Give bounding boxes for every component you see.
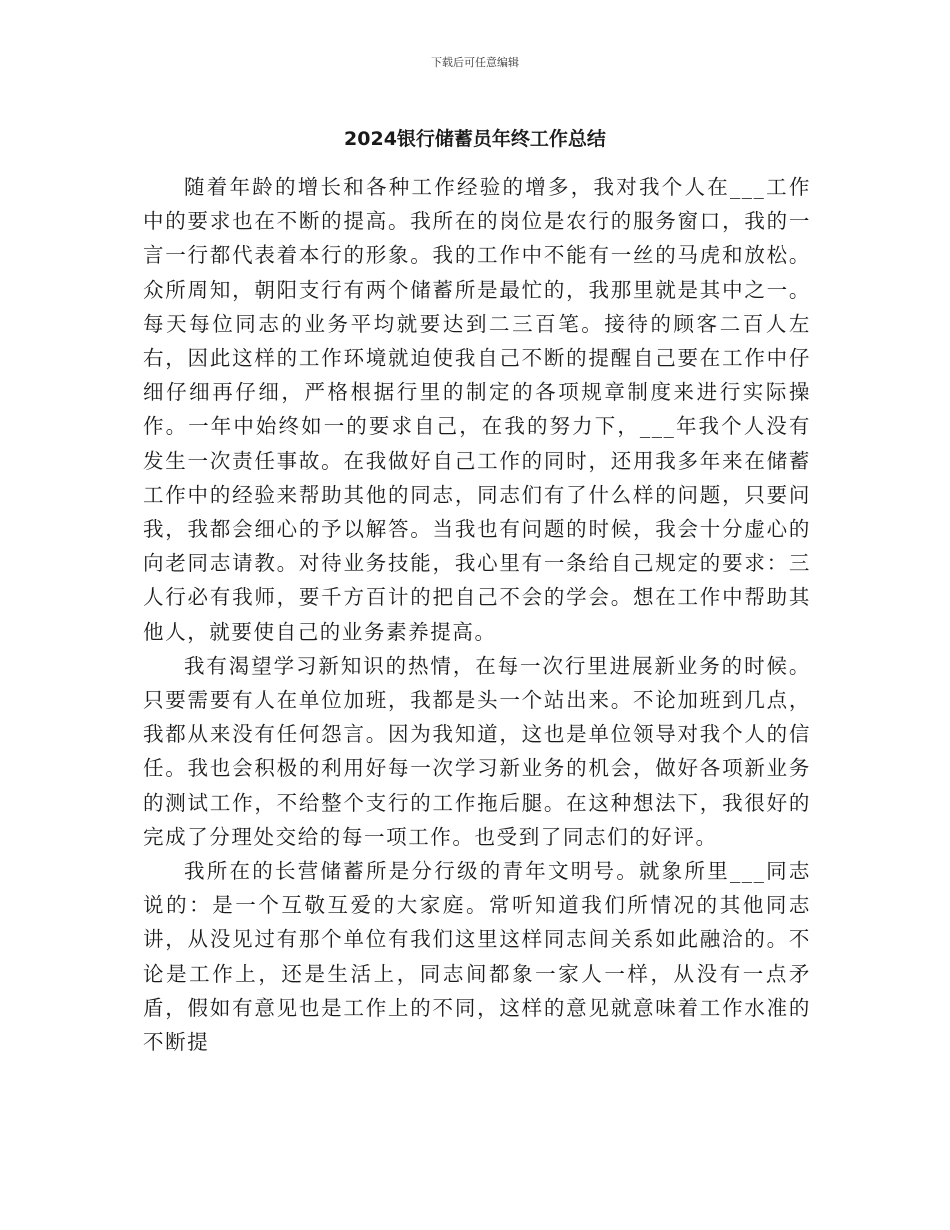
document-title: 2024银行储蓄员年终工作总结 <box>344 128 606 150</box>
paragraph-3: 我所在的长营储蓄所是分行级的青年文明号。就象所里___同志说的：是一个互敬互爱的大家庭。常听知道我们所情况的其他同志讲，从没见过有那个单位有我们这里这样同志间关系如此融洽的。不论是工作上，还是生活上，同志间都象一家人一样，从没有一点矛盾，假如有意见也是工作上的不同，这样的意见就意味着工作水准的不断提 <box>143 859 811 1055</box>
page-header-note: 下载后可任意编辑 <box>431 56 519 69</box>
paragraph-1: 随着年龄的增长和各种工作经验的增多，我对我个人在___工作中的要求也在不断的提高。我所在的岗位是农行的服务窗口，我的一言一行都代表着本行的形象。我的工作中不能有一丝的马虎和放松。众所周知，朝阳支行有两个储蓄所是最忙的，我那里就是其中之一。每天每位同志的业务平均就要达到二三百笔。接待的顾客二百人左右，因此这样的工作环境就迫使我自己不断的提醒自己要在工作中仔细仔细再仔细，严格根据行里的制定的各项规章制度来进行实际操作。一年中始终如一的要求自己，在我的努力下，___年我个人没有发生一次责任事故。在我做好自己工作的同时，还用我多年来在储蓄工作中的经验来帮助其他的同志，同志们有了什么样的问题，只要问我，我都会细心的予以解答。当我也有问题的时候，我会十分虚心的向老同志请教。对待业务技能，我心里有一条给自己规定的要求：三人行必有我师，要千方百计的把自己不会的学会。想在工作中帮助其他人，就要使自己的业务素养提高。 <box>143 175 811 644</box>
paragraph-2: 我有渴望学习新知识的热情，在每一次行里进展新业务的时候。只要需要有人在单位加班，我都是头一个站出来。不论加班到几点，我都从来没有任何怨言。因为我知道，这也是单位领导对我个人的信任。我也会积极的利用好每一次学习新业务的机会，做好各项新业务的测试工作，不给整个支行的工作拖后腿。在这种想法下，我很好的完成了分理处交给的每一项工作。也受到了同志们的好评。 <box>143 653 811 849</box>
document-body <box>143 170 811 1059</box>
